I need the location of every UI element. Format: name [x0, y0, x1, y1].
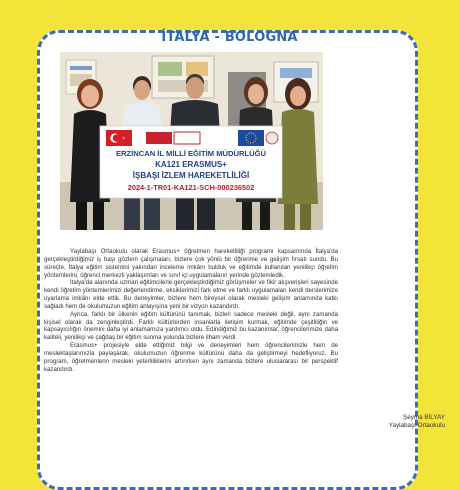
ulusal-ajans-logo-icon	[146, 132, 172, 144]
banner-line-4: 2024-1-TR01-KA121-SCH-000236502	[127, 183, 255, 192]
page-title: İTALYA - BOLOGNA	[161, 30, 298, 45]
banner-line-1: ERZİNCAN İL MİLLİ EĞİTİM MÜDÜRLÜĞÜ	[115, 149, 267, 158]
banner-line-2: KA121 ERASMUS+	[155, 160, 227, 169]
signature-name: Şeyma BİLYAY	[403, 414, 445, 421]
paragraph-3: Ayrıca, farklı bir ülkenin eğitim kültürünü tanımak, bizleri sadece mesleki değil, aynı zamanda kişisel olarak da zenginleştirdi. Farklı kültürlerden insanlarla iletişim kurmak, eğitimde çeşitliliğin ve kapsayıcılığın önemini daha iyi anlamamıza yardımcı oldu. Edindiğimiz bu kazanımlar, öğrencilerimize daha kaliteli, yenilikçi ve çağdaş bir eğitim sunma yolunda bizlere ilham verdi.	[44, 310, 338, 342]
paragraph-1: Yaylabaşı Ortaokulu olarak Erasmus+ öğretmen hareketliliği programı kapsamında İtalya'da gerçekleştirdiğimiz iş başı gözlem çalışmaları, bizlere çok yönlü bir öğrenme ve gelişim fırsatı sundu. Bu süreçte, İtalya eğitim sistemini yakından inceleme imkânı bulduk ve eğitimde kullanılan yenilikçi öğretim yöntemlerini, öğrenci merkezli yaklaşımları ve sınıf içi uygulamaların yerinde gözlemledik.	[44, 248, 338, 279]
paragraph-4: Erasmus+ projesiyle elde ettiğimiz bilgi ve deneyimleri hem öğrencilerimizle hem de meslektaşlarımızla paylaşarak, okulumuzun öğrenme kültürünü daha da geliştirmeyi hedefliyoruz. Bu program, öğretmenlerin mesleki yeterliliklerini artırırken aynı zamanda bizlere uluslararası bir perspektif kazandırdı.	[44, 342, 338, 373]
meb-seal-icon	[266, 132, 278, 144]
banner-line-3: İŞBAŞI İZLEM HAREKETLİLİĞİ	[132, 171, 250, 180]
article-body	[44, 248, 338, 374]
signature-school: Yaylabaşı Ortaokulu	[388, 422, 445, 429]
erasmus-logo-icon	[174, 132, 200, 144]
group-photo	[60, 52, 323, 230]
signature-block	[389, 414, 445, 430]
paragraph-2: İtalya'da alanında uzman eğitimcilerle gerçekleştirdiğimiz görüşmeler ve fikir alışverişleri sayesinde kendi öğretim yöntemlerimizi değerlendirme, eksiklerimizi fark etme ve farklı uygulamaları kendi derslerimize uyarlama imkânı elde ettik. Bu deneyimler, bizlere hem bireysel olarak mesleki gelişim anlamında katkı sağladı hem de okulumuzun eğitim anlayışına yeni bir vizyon kazandırdı.	[44, 279, 338, 310]
group-photo-illustration	[60, 52, 323, 230]
eu-flag-icon	[238, 130, 264, 146]
